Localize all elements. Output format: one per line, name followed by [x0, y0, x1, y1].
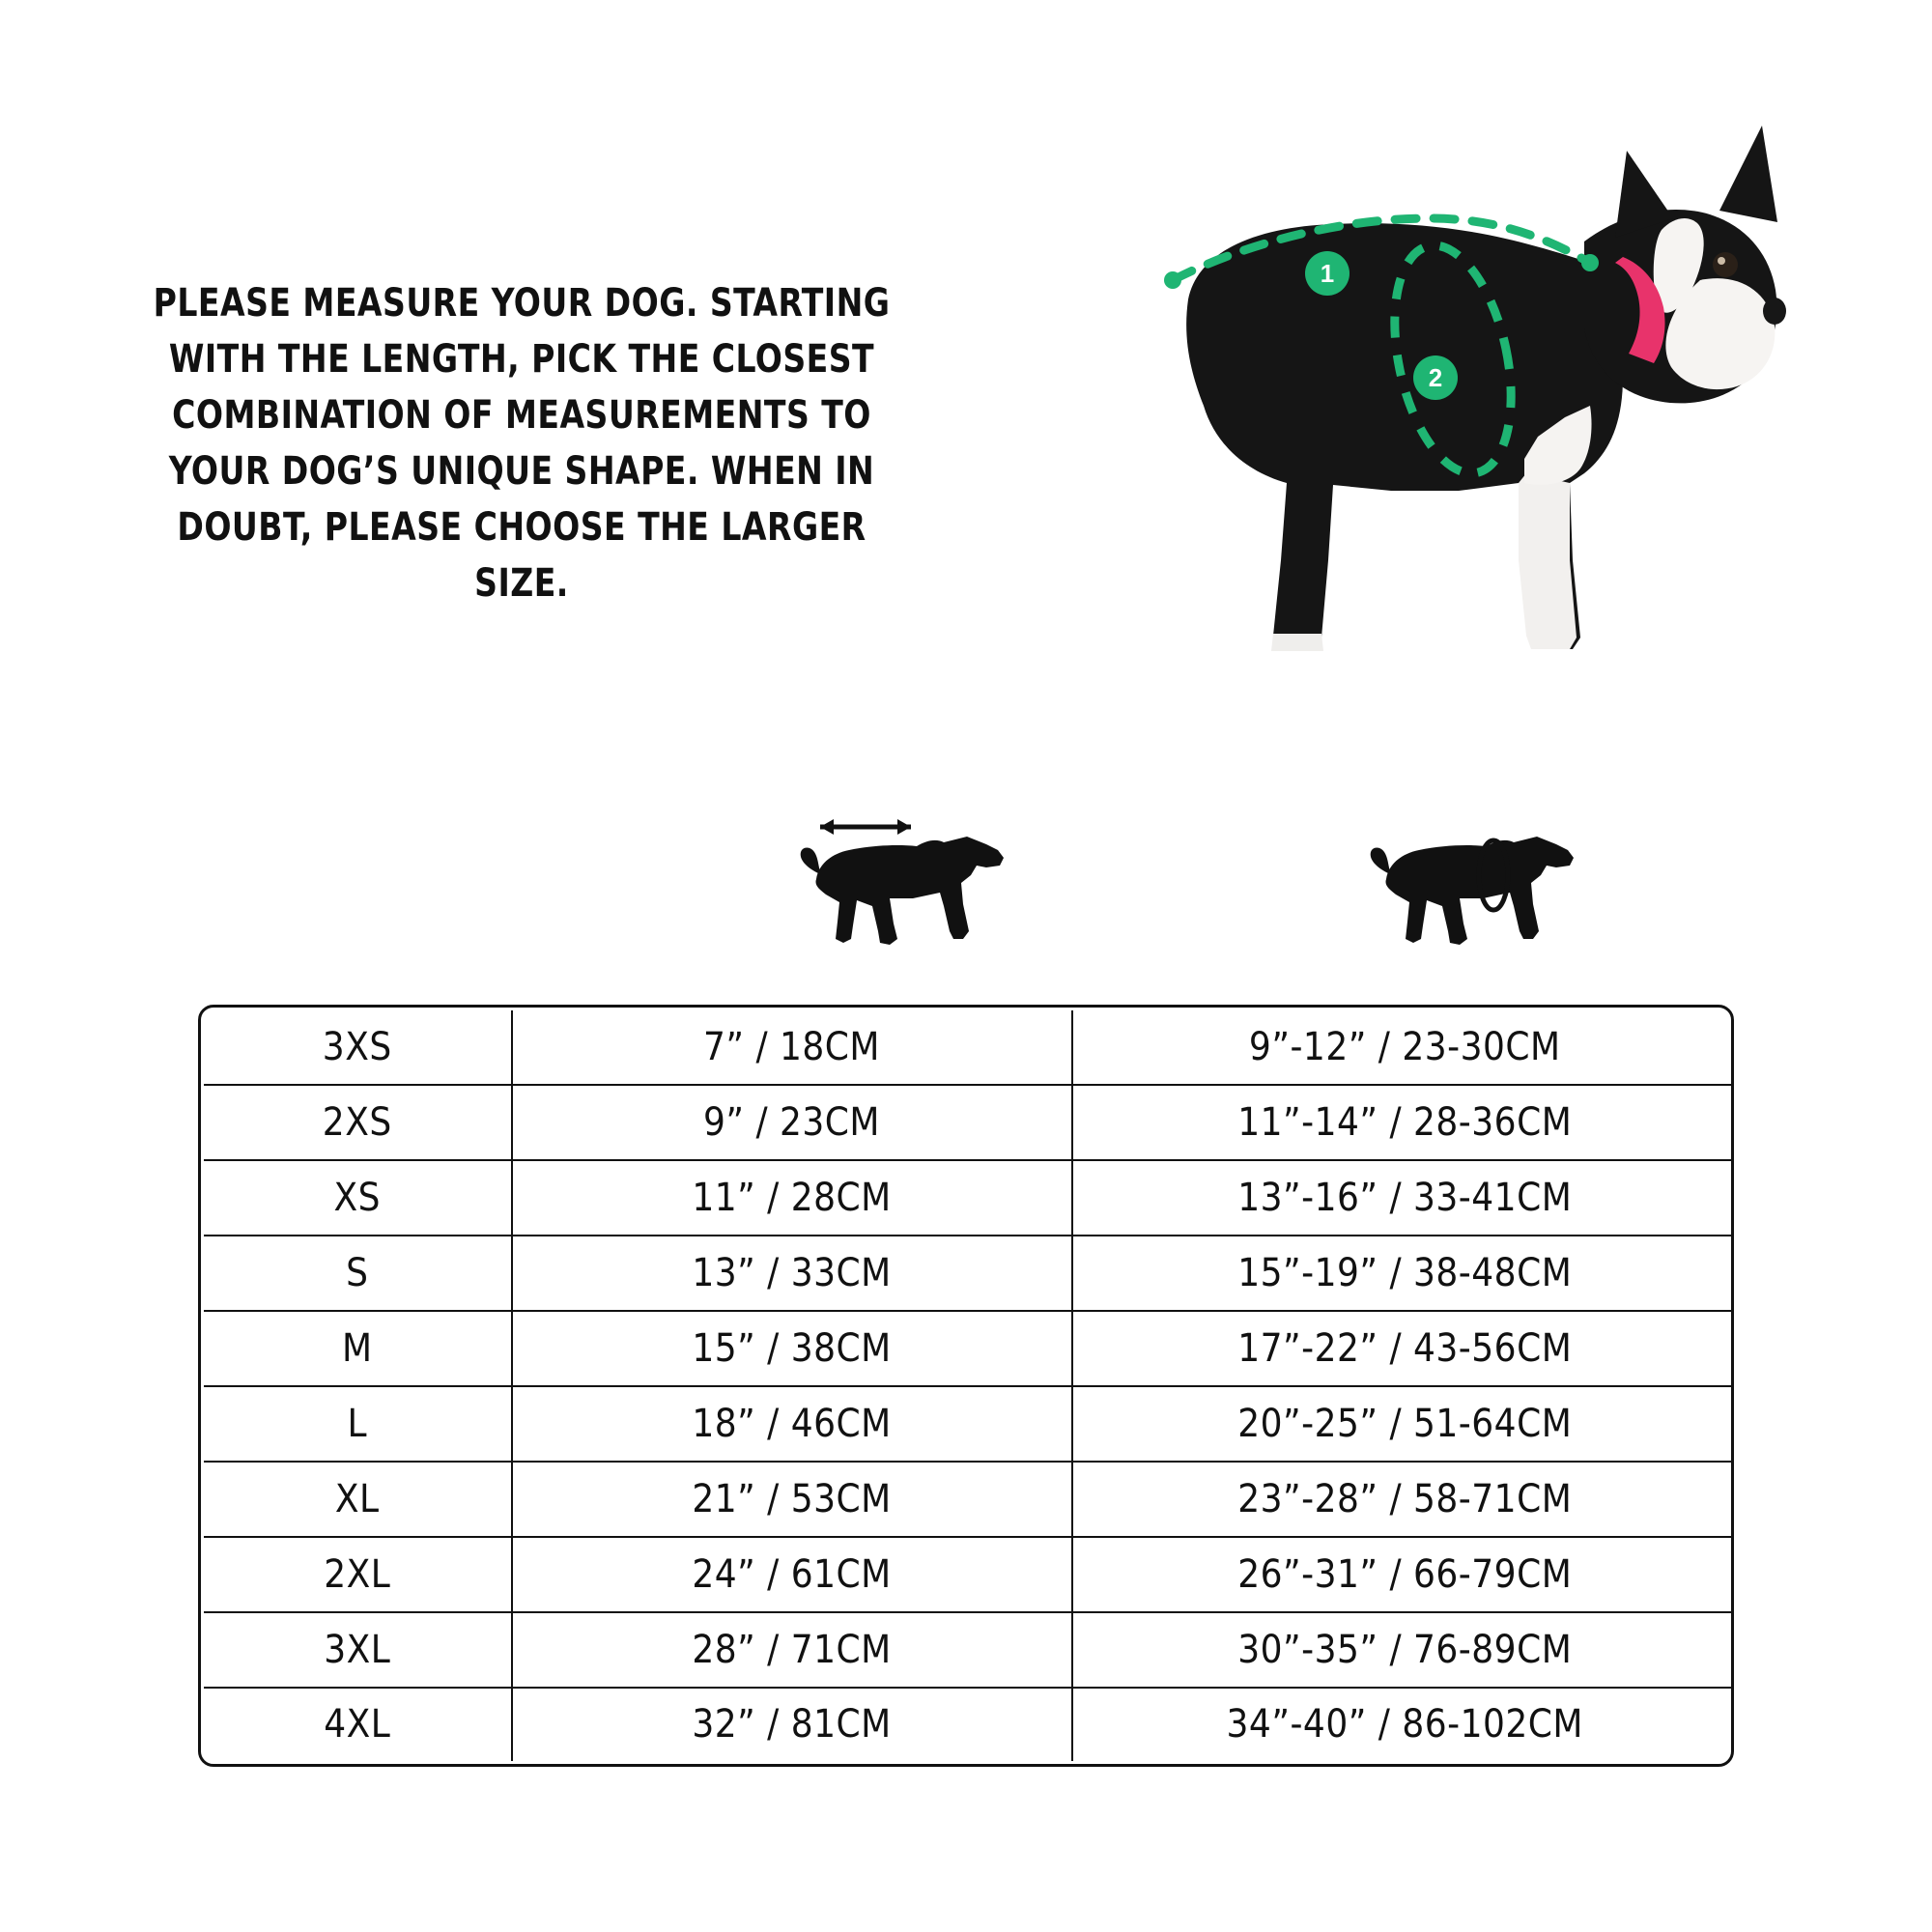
cell-size: M: [203, 1311, 512, 1386]
cell-girth: 13”-16” / 33-41CM: [1072, 1160, 1735, 1236]
table-row: [203, 1009, 1735, 1085]
table-row: [203, 1386, 1735, 1462]
cell-girth: 23”-28” / 58-71CM: [1072, 1462, 1735, 1537]
cell-length: 28” / 71CM: [512, 1612, 1072, 1688]
table-row: [203, 1236, 1735, 1311]
measurement-marker-1: 1: [1305, 251, 1350, 296]
cell-size: 2XS: [203, 1085, 512, 1160]
table-row: [203, 1085, 1735, 1160]
cell-length: 15” / 38CM: [512, 1311, 1072, 1386]
cell-size: S: [203, 1236, 512, 1311]
cell-girth: 11”-14” / 28-36CM: [1072, 1085, 1735, 1160]
cell-length: 11” / 28CM: [512, 1160, 1072, 1236]
cell-length: 13” / 33CM: [512, 1236, 1072, 1311]
cell-length: 9” / 23CM: [512, 1085, 1072, 1160]
cell-girth: 20”-25” / 51-64CM: [1072, 1386, 1735, 1462]
cell-size: XL: [203, 1462, 512, 1537]
cell-size: 4XL: [203, 1688, 512, 1763]
cell-girth: 17”-22” / 43-56CM: [1072, 1311, 1735, 1386]
cell-length: 7” / 18CM: [512, 1009, 1072, 1085]
size-chart-frame: [198, 1005, 1734, 1767]
dog-length-measure-icon: [797, 811, 1019, 966]
table-row: [203, 1160, 1735, 1236]
cell-girth: 34”-40” / 86-102CM: [1072, 1688, 1735, 1763]
length-icon-cell: [705, 802, 1111, 966]
measurement-marker-2: 2: [1413, 355, 1458, 400]
cell-size: L: [203, 1386, 512, 1462]
cell-girth: 9”-12” / 23-30CM: [1072, 1009, 1735, 1085]
size-chart-table: [201, 1008, 1734, 1764]
cell-girth: 30”-35” / 76-89CM: [1072, 1612, 1735, 1688]
table-row: [203, 1688, 1735, 1763]
girth-icon-cell: [1275, 802, 1681, 966]
dog-photo: [1043, 58, 1864, 734]
table-row: [203, 1537, 1735, 1612]
cell-size: 3XL: [203, 1612, 512, 1688]
size-chart: [198, 1005, 1734, 1767]
measurement-instructions: PLEASE MEASURE YOUR DOG. STARTING WITH THE LENGTH, PICK THE CLOSEST COMBINATION OF MEASUREMENTS TO YOUR DOG’S UNIQUE SHAPE. WHEN IN DOUBT, PLEASE CHOOSE THE LARGER SIZE.: [153, 281, 891, 606]
cell-girth: 15”-19” / 38-48CM: [1072, 1236, 1735, 1311]
measurement-icon-row: [203, 802, 1739, 966]
cell-girth: 26”-31” / 66-79CM: [1072, 1537, 1735, 1612]
table-row: [203, 1462, 1735, 1537]
cell-size: XS: [203, 1160, 512, 1236]
cell-length: 18” / 46CM: [512, 1386, 1072, 1462]
cell-size: 2XL: [203, 1537, 512, 1612]
cell-length: 21” / 53CM: [512, 1462, 1072, 1537]
dog-girth-measure-icon: [1367, 811, 1589, 966]
dog-photo-illustration: [1043, 58, 1864, 734]
table-row: [203, 1612, 1735, 1688]
cell-size: 3XS: [203, 1009, 512, 1085]
cell-length: 32” / 81CM: [512, 1688, 1072, 1763]
table-row: [203, 1311, 1735, 1386]
cell-length: 24” / 61CM: [512, 1537, 1072, 1612]
size-chart-body: [203, 1009, 1735, 1763]
